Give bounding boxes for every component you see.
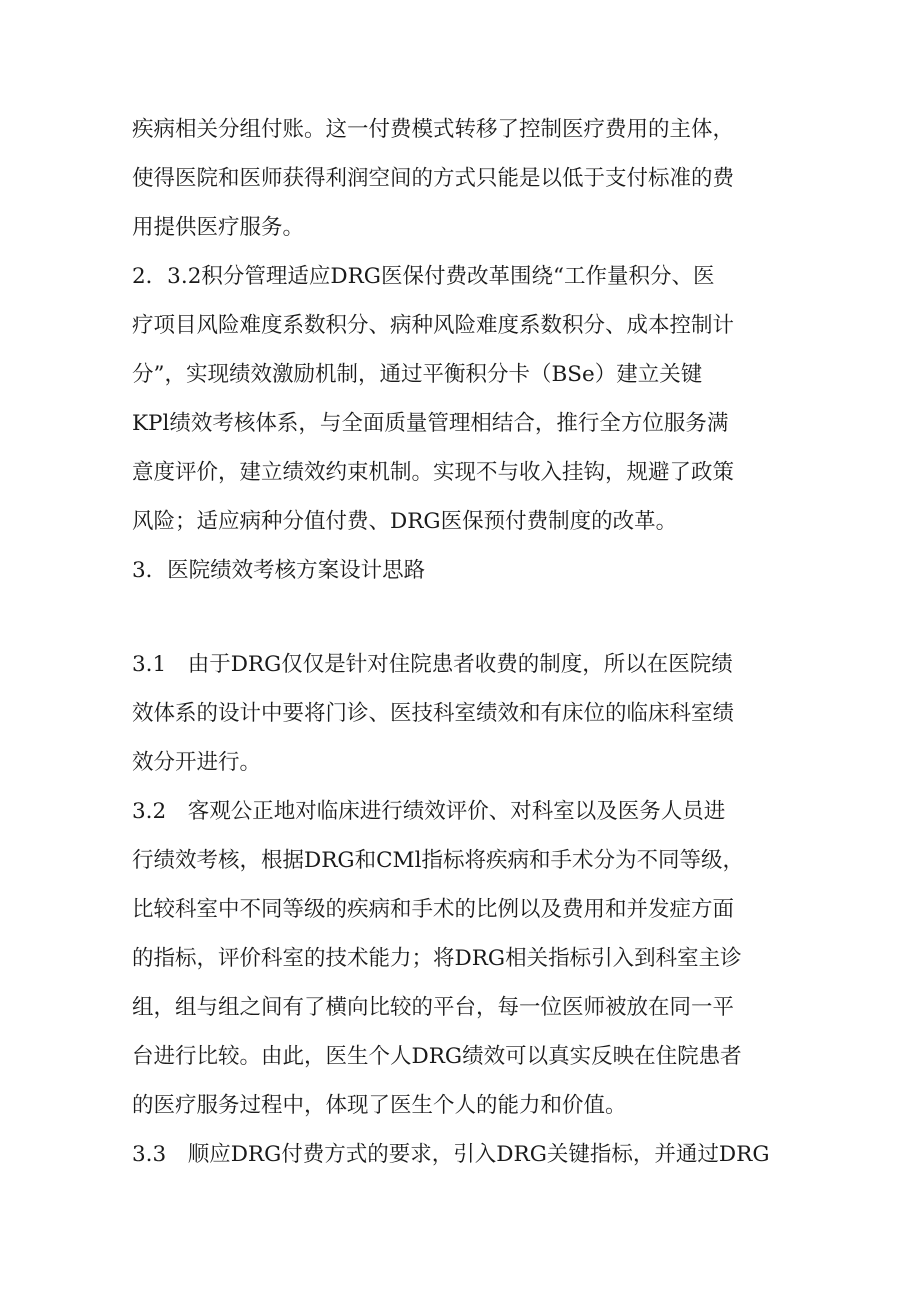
text-line: 分”，实现绩效激励机制，通过平衡积分卡（BSe）建立关键 [132,362,703,387]
text-line: 效体系的设计中要将门诊、医技科室绩效和有床位的临床科室绩 [132,701,735,726]
text-line: 疾病相关分组付账。这一付费模式转移了控制医疗费用的主体， [132,117,735,142]
text-line: 组，组与组之间有了横向比较的平台，每一位医师被放在同一平 [132,995,735,1020]
text-line: 效分开进行。 [132,750,262,775]
text-line: 用提供医疗服务。 [132,215,305,240]
text-line: 3.1 由于DRG仅仅是针对住院患者收费的制度，所以在医院绩 [132,652,733,677]
text-line: 比较科室中不同等级的疾病和手术的比例以及费用和并发症方面 [132,897,735,922]
text-line: 疗项目风险难度系数积分、病种风险难度系数积分、成本控制计 [132,313,735,338]
text-line: 台进行比较。由此，医生个人DRG绩效可以真实反映在住院患者 [132,1044,742,1069]
text-line: 的医疗服务过程中，体现了医生个人的能力和价值。 [132,1093,627,1118]
text-line: 的指标，评价科室的技术能力；将DRG相关指标引入到科室主诊 [132,946,742,971]
text-line: 2．3.2积分管理适应DRG医保付费改革围绕“工作量积分、医 [132,264,715,289]
section-heading: 3．医院绩效考核方案设计思路 [132,558,426,583]
text-line: 3.3 顺应DRG付费方式的要求，引入DRG关键指标，并通过DRG [132,1142,770,1167]
text-line: 使得医院和医师获得利润空间的方式只能是以低于支付标准的费 [132,166,735,191]
text-line: 意度评价，建立绩效约束机制。实现不与收入挂钩，规避了政策 [132,460,735,485]
text-line: 3.2 客观公正地对临床进行绩效评价、对科室以及医务人员进 [132,799,726,824]
text-line: KPl绩效考核体系，与全面质量管理相结合，推行全方位服务满 [132,411,729,436]
text-line: 行绩效考核，根据DRG和CMl指标将疾病和手术分为不同等级， [132,848,744,873]
text-line: 风险；适应病种分值付费、DRG医保预付费制度的改革。 [132,509,678,534]
